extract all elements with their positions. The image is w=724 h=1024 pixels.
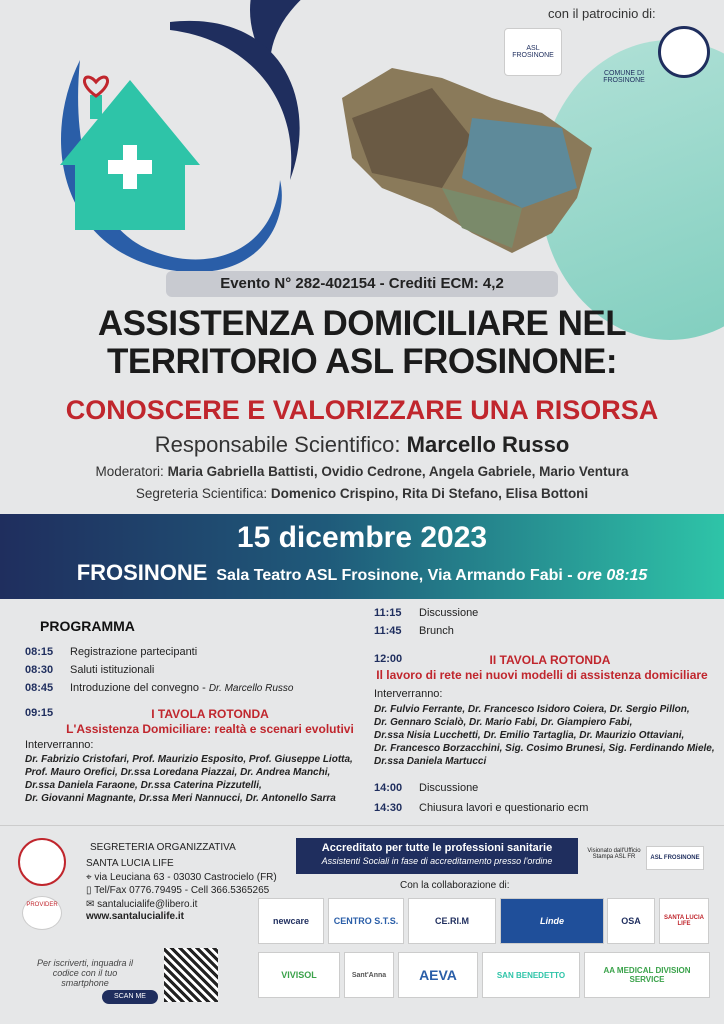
program-item: 11:15 Discussione	[374, 607, 479, 619]
provider-logo: PROVIDER	[22, 896, 62, 930]
partner-logo: newcare	[258, 898, 324, 944]
company-address: ⌖ via Leuciana 63 - 03030 Castrocielo (FR)	[86, 872, 277, 883]
partner-logo: CE.RI.M	[408, 898, 496, 944]
partner-logo: SAN BENEDETTO	[482, 952, 580, 998]
program-item: 08:15 Registrazione partecipanti	[25, 646, 198, 658]
tavola1-time: 09:15	[25, 707, 54, 719]
patrocinio-label: con il patrocinio di:	[548, 6, 656, 21]
moderatori: Moderatori: Maria Gabriella Battisti, Ovidio Cedrone, Angela Gabriele, Mario Ventura	[95, 464, 629, 479]
event-place: FROSINONE Sala Teatro ASL Frosinone, Via Armando Fabi - ore 08:15	[76, 560, 648, 585]
segreteria-scientifica: Segreteria Scientifica: Domenico Crispino, Rita Di Stefano, Elisa Bottoni	[135, 486, 589, 501]
tavola1-interverranno: Interverranno:	[25, 739, 94, 751]
tavola2-title: II TAVOLA ROTONDA	[489, 653, 611, 667]
partner-logo: SANTA LUCIA LIFE	[659, 898, 709, 944]
accreditation-box: Accreditato per tutte le professioni sanitarie Assistenti Sociali in fase di accreditamento presso l'ordine	[296, 838, 578, 874]
tavola2-interverranno: Interverranno:	[374, 688, 443, 700]
partner-logo: AA MEDICAL DIVISION SERVICE	[584, 952, 710, 998]
program-item: 11:45 Brunch	[374, 625, 454, 637]
pin-icon: ⌖	[86, 872, 95, 883]
company-website[interactable]: www.santalucialife.it	[86, 911, 184, 922]
territory-map-image	[322, 58, 612, 258]
tavola2-subtitle: Il lavoro di rete nei nuovi modelli di assistenza domiciliare	[376, 668, 708, 682]
ordine-medici-seal	[658, 26, 710, 78]
tavola1-title: I TAVOLA ROTONDA	[151, 707, 269, 721]
asl-fr-small-logo: ASL FROSINONE	[646, 846, 704, 870]
segreteria-organizzativa: SEGRETERIA ORGANIZZATIVA	[90, 842, 236, 853]
santa-lucia-logo	[18, 838, 66, 886]
company-name: SANTA LUCIA LIFE	[86, 858, 174, 869]
partner-logo: Sant'Anna	[344, 952, 394, 998]
visionato-label: Visionato dall'Ufficio Stampa ASL FR	[587, 848, 641, 860]
partner-logo: VIVISOL	[258, 952, 340, 998]
home-care-logo	[20, 20, 320, 280]
program-item: 14:30 Chiusura lavori e questionario ecm	[374, 802, 589, 814]
program-item: 08:45 Introduzione del convegno - Dr. Marcello Russo	[25, 682, 294, 694]
tavola2-speakers: Dr. Fulvio Ferrante, Dr. Francesco Isidoro Coiera, Dr. Sergio Pillon, Dr. Gennaro Scialò, Dr. Mario Fabi, Dr. Giampiero Fabi, Dr.ssa Nisia Lucchetti, Dr. Emilio Tartaglia, Dr. Maurizio Ottaviani, Dr. Francesco Borzacchini, Sig. Cosimo Brunesi, Sig. Ferdinando Miele, Dr.ssa Daniela Martucci	[374, 704, 715, 767]
partner-logo: AEVA	[398, 952, 478, 998]
partner-logo: CENTRO S.T.S.	[328, 898, 404, 944]
qr-code[interactable]	[164, 948, 218, 1002]
partner-logo: OSA	[607, 898, 655, 944]
comune-frosinone-logo: COMUNE DI FROSINONE	[603, 70, 645, 84]
event-date: 15 dicembre 2023	[236, 521, 488, 554]
mail-icon: ✉	[86, 899, 98, 910]
tavola1-speakers: Dr. Fabrizio Cristofari, Prof. Maurizio Esposito, Prof. Giuseppe Liotta, Prof. Mauro Orefici, Dr.ssa Loredana Piazzai, Dr. Andrea Manchi, Dr.ssa Daniela Faraone, Dr.ssa Caterina Pizzutelli, Dr. Giovanni Magnante, Dr.ssa Meri Nannucci, Dr. Antonello Sarra	[25, 754, 353, 804]
phone-icon: ▯	[86, 885, 95, 896]
scan-me-label: SCAN ME	[102, 990, 158, 1004]
collab-label: Con la collaborazione di:	[400, 880, 510, 891]
responsabile-scientifico: Responsabile Scientifico: Marcello Russo	[154, 432, 570, 457]
tavola1-subtitle: L'Assistenza Domiciliare: realtà e scenari evolutivi	[66, 722, 354, 736]
register-instructions: Per iscriverti, inquadra il codice con il tuo smartphone	[36, 958, 134, 988]
tavola2-time: 12:00	[374, 653, 403, 665]
partner-logo: Linde	[500, 898, 604, 944]
footer-divider	[0, 825, 724, 826]
company-email[interactable]: ✉ santalucialife@libero.it	[86, 899, 198, 910]
event-code: Evento N° 282-402154 - Crediti ECM: 4,2	[166, 271, 558, 297]
page-subtitle: CONOSCERE E VALORIZZARE UNA RISORSA	[65, 395, 659, 425]
page-title: ASSISTENZA DOMICILIARE NEL TERRITORIO ASL FROSINONE:	[97, 304, 627, 381]
program-item: 08:30 Saluti istituzionali	[25, 664, 155, 676]
asl-frosinone-logo: ASL FROSINONE	[504, 28, 562, 76]
program-item: 14:00 Discussione	[374, 782, 479, 794]
company-phone: ▯ Tel/Fax 0776.79495 - Cell 366.5365265	[86, 885, 270, 896]
programma-title: PROGRAMMA	[40, 618, 135, 634]
